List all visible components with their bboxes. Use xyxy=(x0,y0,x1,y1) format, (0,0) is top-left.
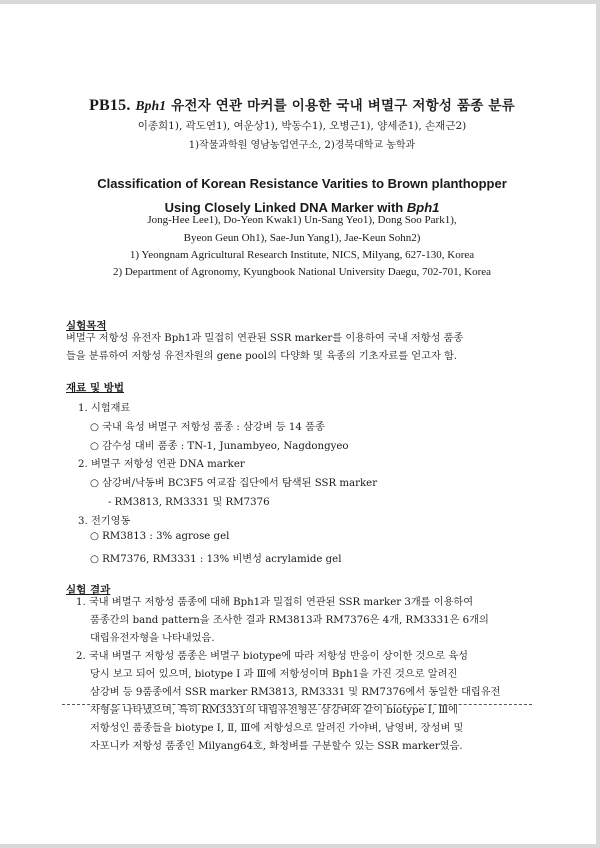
methods-item-2b: - RM3813, RM3331 및 RM7376 xyxy=(108,497,270,508)
title-gene: Bph1 xyxy=(135,98,167,113)
purpose-heading: 실험목적 xyxy=(66,320,107,332)
results-2-line5: 저항성인 품종들을 biotype Ⅰ, Ⅱ, Ⅲ에 저항성으로 알려진 가야벼, 남영벼, 장성벼 및 xyxy=(90,723,464,734)
footer-region xyxy=(62,0,542,848)
methods-item-1: 1. 시험재료 xyxy=(78,403,131,414)
results-2-line6: 자포니카 저항성 품종인 Milyang64호, 화청벼를 구분할수 있는 SSR marker였음. xyxy=(90,741,463,752)
methods-item-3: 3. 전기영동 xyxy=(78,516,131,527)
results-2-line2: 당시 보고 되어 있으며, biotype I 과 Ⅲ에 저항성이며 Bph1을 가진 것으로 알려진 xyxy=(90,669,458,680)
results-1-line2: 품종간의 band pattern을 조사한 결과 RM3813과 RM7376은 4개, RM3331은 6개의 xyxy=(90,615,489,626)
methods-heading: 재료 및 방법 xyxy=(66,382,125,394)
korean-authors: 이종희1), 곽도연1), 여운상1), 박동수1), 오병근1), 양세준1), 손재근2) xyxy=(137,120,467,132)
korean-affiliations: 1)작물과학원 영남농업연구소, 2)경북대학교 농학과 xyxy=(188,140,416,151)
english-authors-line2: Byeon Geun Oh1), Sae-Jun Yang1), Jae-Keun Sohn2) xyxy=(183,232,421,244)
results-2-line1: 2. 국내 벼멸구 저항성 품종은 벼멸구 biotype에 따라 저항성 반응이 상이한 것으로 육성 xyxy=(76,651,468,662)
results-heading: 실험 결과 xyxy=(66,584,111,596)
methods-item-1a: ○ 국내 육성 벼멸구 저항성 품종 : 삼강벼 등 14 품종 xyxy=(90,422,325,433)
page-border-right xyxy=(596,0,600,848)
results-2-line4: 자형을 나타냈으며, 특히 RM3331의 대립유전형은 삼강벼와 같이 biotype I, Ⅲ에 xyxy=(90,705,458,716)
purpose-line1: 벼멸구 저항성 유전자 Bph1과 밀접히 연관된 SSR marker를 이용하여 국내 저항성 품종 xyxy=(66,333,464,344)
methods-item-1b: ○ 감수성 대비 품종 : TN-1, Junambyeo, Nagdongyeo xyxy=(90,441,349,452)
english-title-gene: Bph1 xyxy=(406,200,440,215)
purpose-line2: 들을 분류하여 저항성 유전자원의 gene pool의 다양화 및 육종의 기초자료를 얻고자 함. xyxy=(66,351,458,362)
english-affiliation-2: 2) Department of Agronomy, Kyungbook National University Daegu, 702-701, Korea xyxy=(112,266,492,278)
paper-code: PB15. xyxy=(89,97,131,114)
english-authors-line1: Jong-Hee Lee1), Do-Yeon Kwak1) Un-Sang Yeo1), Dong Soo Park1), xyxy=(147,214,457,226)
title-text: 유전자 연관 마커를 이용한 국내 벼멸구 저항성 품종 분류 xyxy=(171,98,515,114)
english-affiliation-1: 1) Yeongnam Agricultural Research Institute, NICS, Milyang, 627-130, Korea xyxy=(129,249,475,261)
english-title-prefix: Using Closely Linked DNA Marker with xyxy=(164,200,404,215)
results-2-line3: 삼강벼 등 9품종에서 SSR marker RM3813, RM3331 및 RM7376에서 동일한 대립유전 xyxy=(90,687,501,698)
results-1-line3: 대립유전자형을 나타내었음. xyxy=(90,633,215,644)
methods-item-2: 2. 벼멸구 저항성 연관 DNA marker xyxy=(78,459,245,470)
methods-item-3b: ○ RM7376, RM3331 : 13% 비변성 acrylamide gel xyxy=(90,554,342,565)
results-1-line1: 1. 국내 벼멸구 저항성 품종에 대해 Bph1과 밀접히 연관된 SSR marker 3개를 이용하여 xyxy=(76,597,474,608)
english-title-line1: Classification of Korean Resistance Varities to Brown planthopper xyxy=(97,176,507,191)
footer-divider xyxy=(62,704,532,705)
methods-item-3a: ○ RM3813 : 3% agrose gel xyxy=(90,531,230,542)
methods-item-2a: ○ 삼강벼/낙동벼 BC3F5 여교잡 집단에서 탐색된 SSR marker xyxy=(90,478,378,489)
